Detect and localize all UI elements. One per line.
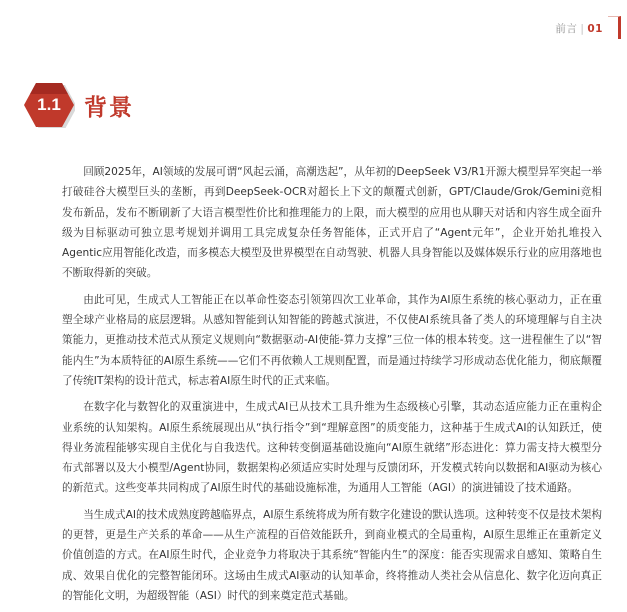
header-label: 前言 [555, 23, 578, 35]
section-title: 背景 [84, 95, 134, 121]
paragraph: 在数字化与数智化的双重演进中，生成式AI已从技术工具升维为生态级核心引擎，其动态适应能力正在重构企业系统的认知架构。AI原生系统展现出从“执行指令”到“理解意图”的质变能力，这种基于生成式AI的认知跃迁，使得业务流程能够实现自主优化与自我迭代。这种转变倒逼基础设施向“AI原生就绪”形态进化：算力需支持大模型分布式部署以及大小模型/Agent协同，数据架构必须适应实时处理与反馈闭环，开发模式转向以数据和AI驱动为核心的新范式。这些变革共同构成了AI原生时代的基础设施标准，为通用人工智能（AGI）的演进铺设了技术通路。 [62, 401, 602, 495]
paragraph: 回顾2025年，AI领域的发展可谓“风起云涌，高潮迭起”，从年初的DeepSeek V3/R1开源大模型异军突起一举打破硅谷大模型巨头的垄断，再到DeepSeek-OCR对超长上下文的颠覆式创新，GPT/Claude/Grok/Gemini竞相发布新品，发布不断刷新了大语言模型性价比和推理能力的上限，而大模型的应用也从聊天对话和内容生成全面升级为目标驱动可独立思考规划并调用工具完成复杂任务智能体，正式开启了“Agent元年”，企业开始扎堆投入Agentic应用智能化改造，而多模态大模型及世界模型在自动驾驶、机器人具身智能以及媒体娱乐行业的应用落地也不断取得新的突破。 [62, 166, 602, 280]
page-number: 01 [587, 23, 603, 35]
paragraph: 当生成式AI的技术成熟度跨越临界点，AI原生系统将成为所有数字化建设的默认选项。这种转变不仅是技术架构的更替，更是生产关系的革命——从生产流程的百倍效能跃升，到商业模式的全局重构，AI原生思维正在重新定义价值创造的方式。在AI原生时代，企业竞争力将取决于其系统“智能内生”的深度：能否实现需求自感知、策略自生成、效果自优化的完整智能闭环。这场由生成式AI驱动的认知革命，终将推动人类社会从信息化、数字化迈向真正的智能化文明，为超级智能（ASI）时代的到来奠定范式基础。 [62, 508, 602, 602]
running-header [555, 21, 603, 36]
header-accent-rule [608, 16, 621, 39]
section-number-badge [23, 82, 75, 128]
body-text [62, 162, 602, 612]
section-number: 1.1 [37, 95, 61, 114]
header-separator: | [580, 23, 585, 35]
paragraph: 由此可见，生成式人工智能正在以革命性姿态引领第四次工业革命，其作为AI原生系统的核心驱动力，正在重塑全球产业格局的底层逻辑。从感知智能到认知智能的跨越式演进，不仅使AI系统具备了类人的环境理解与自主决策能力，更推动技术范式从预定义规则向“数据驱动-AI使能-算力支撑”三位一体的根本转变。这一进程催生了以“智能内生”为本质特征的AI原生系统——它们不再依赖人工规则配置，而是通过持续学习形成动态优化能力，彻底颠覆了传统IT架构的设计范式，标志着AI原生时代的正式来临。 [62, 293, 602, 387]
